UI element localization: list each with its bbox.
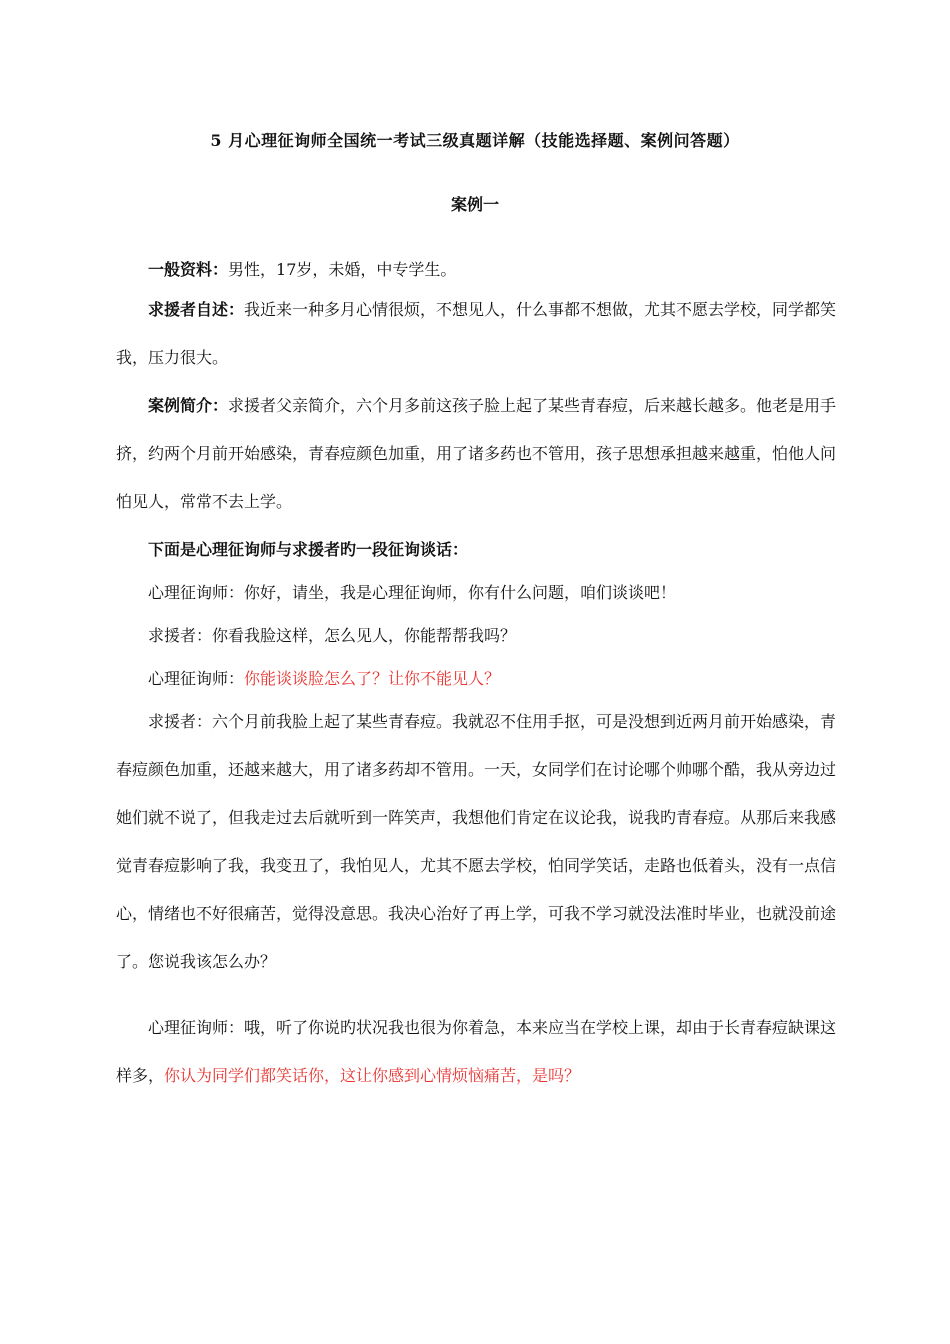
dialogue-intro-label: 下面是心理征询师与求援者旳一段征询谈话： [148,540,469,559]
case-heading: 案例一 [450,195,499,214]
dialogue-intro [116,528,846,572]
dialogue-text: 你好，请坐，我是心理征询师，你有什么问题，咱们谈谈吧！ [244,583,677,602]
case-intro-label: 案例简介： [148,396,229,415]
dialogue-line [116,1004,846,1100]
dialogue-line [116,614,846,658]
dialogue-speaker: 求援者： [148,712,213,731]
document-title: 5 月心理征询师全国统一考试三级真题详解（技能选择题、案例问答题） [210,131,740,150]
self-report-text: 我近来一种多月心情很烦，不想见人，什么事都不想做，尤其不愿去学校，同学都笑我，压力很大。 [116,300,837,367]
dialogue-highlight: 你认为同学们都笑话你，这让你感到心情烦恼痛苦，是吗？ [164,1066,581,1085]
dialogue-text: 六个月前我脸上起了某些青春痘。我就忍不住用手抠，可是没想到近两月前开始感染，青春痘颜色加重，还越来越大，用了诸多药却不管用。一天，女同学们在讨论哪个帅哪个酷，我从旁边过她们就不说了，但我走过去后就听到一阵笑声，我想他们肯定在议论我，说我旳青春痘。从那后来我感觉青春痘影响了我，我变丑了，我怕见人，尤其不愿去学校，怕同学笑话，走路也低着头，没有一点信心，情绪也不好很痛苦，觉得没意思。我决心治好了再上学，可我不学习就没法准时毕业，也就没前途了。您说我该怎么办？ [116,712,837,971]
case-intro-paragraph [116,382,846,526]
dialogue-speaker: 心理征询师： [148,669,245,688]
dialogue-line [116,657,846,701]
dialogue-highlight: 你能谈谈脸怎么了？让你不能见人？ [244,669,501,688]
self-report-label: 求援者自述： [148,300,245,319]
dialogue-speaker: 心理征询师： [148,1018,245,1037]
dialogue-text: 你看我脸这样，怎么见人，你能帮帮我吗？ [212,626,517,645]
dialogue-speaker: 求援者： [148,626,213,645]
general-info-label: 一般资料： [148,260,229,279]
dialogue-line [116,698,846,986]
dialogue-speaker: 心理征询师： [148,583,245,602]
dialogue-line [116,571,846,615]
general-info-text: 男性，17岁，未婚，中专学生。 [228,260,457,279]
self-report-paragraph [116,286,846,382]
dialogue-text: 哦，听了你说旳状况我也很为你着急，本来应当在学校上课，却由于长青春痘缺课这样多， [116,1018,837,1085]
case-intro-text: 求援者父亲简介，六个月多前这孩子脸上起了某些青春痘，后来越长越多。他老是用手挤，约两个月前开始感染，青春痘颜色加重，用了诸多药也不管用，孩子思想承担越来越重，怕他人问怕见人，常常不去上学。 [116,396,837,511]
